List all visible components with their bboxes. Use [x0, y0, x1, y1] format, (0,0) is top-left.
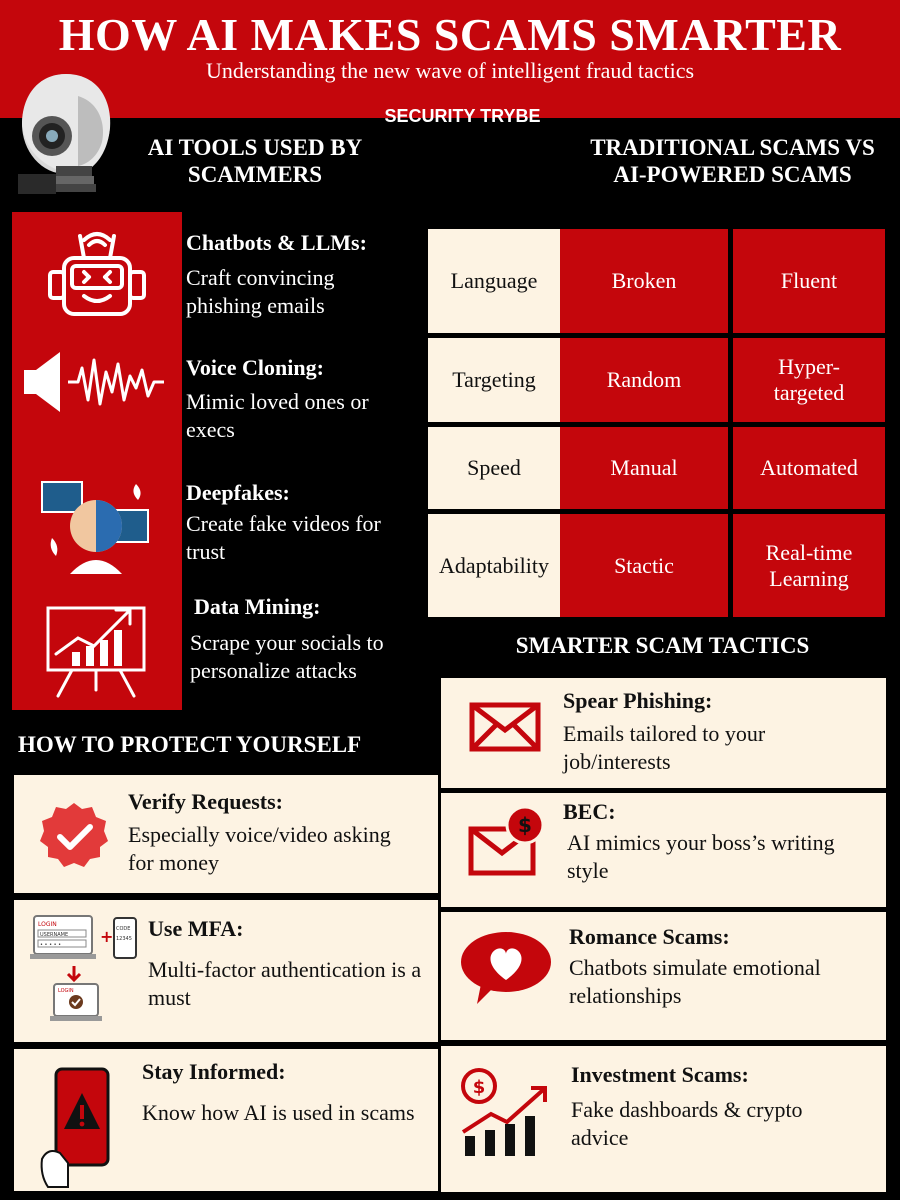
- compare-label-targeting: Targeting: [428, 338, 560, 422]
- tactic-card-romance: [441, 912, 886, 1040]
- protect-title-informed: Stay Informed:: [142, 1059, 286, 1084]
- brand-label: SECURITY TRYBE: [384, 106, 541, 126]
- check-badge-icon: [38, 801, 110, 873]
- comparison-heading: TRADITIONAL SCAMS VS AI-POWERED SCAMS: [590, 135, 875, 187]
- compare-ai-speed: Automated: [733, 427, 885, 509]
- compare-traditional-targeting: Random: [560, 338, 728, 422]
- tactic-desc-bec: AI mimics your boss’s writing style: [567, 830, 835, 883]
- protect-card-mfa: [14, 900, 438, 1042]
- tactic-desc-investment: Fake dashboards & crypto advice: [571, 1097, 803, 1150]
- mfa-username-label: USERNAME: [40, 932, 69, 938]
- compare-traditional-language: Broken: [560, 229, 728, 333]
- protect-title-verify: Verify Requests:: [128, 789, 283, 814]
- compare-traditional-adaptability: Stactic: [560, 514, 728, 617]
- speaker-wave-icon: [12, 342, 182, 422]
- compare-ai-adaptability: Real-time Learning: [733, 514, 885, 617]
- tool-desc-deepfakes: Create fake videos for trust: [186, 511, 381, 564]
- svg-text:$: $: [472, 1077, 486, 1098]
- protect-card-informed: [14, 1049, 438, 1191]
- mfa-code-label: CODE: [116, 926, 131, 932]
- mfa-code-value: 12345: [116, 936, 132, 942]
- tactic-title-investment: Investment Scams:: [571, 1062, 749, 1087]
- protect-title-mfa: Use MFA:: [148, 916, 244, 941]
- svg-text:• • • • •: • • • • •: [40, 942, 62, 948]
- svg-text:$: $: [518, 813, 532, 837]
- compare-label-speed: Speed: [428, 427, 560, 509]
- tool-desc-datamining: Scrape your socials to personalize attacks: [190, 630, 384, 683]
- phone-warning-icon: [38, 1063, 118, 1189]
- tactic-card-investment: [441, 1046, 886, 1192]
- protect-heading: HOW TO PROTECT YOURSELF: [18, 732, 362, 757]
- svg-text:LOGIN: LOGIN: [58, 988, 74, 994]
- page-subtitle: Understanding the new wave of intelligent fraud tactics: [205, 58, 695, 83]
- robot-head-icon: [8, 66, 120, 198]
- protect-desc-verify: Especially voice/video asking for money: [128, 822, 391, 875]
- tool-title-voice: Voice Cloning:: [186, 355, 324, 380]
- compare-traditional-speed: Manual: [560, 427, 728, 509]
- robot-icon: [12, 222, 182, 332]
- mfa-login-icon: [28, 912, 140, 1026]
- page-title: HOW AI MAKES SCAMS SMARTER: [58, 9, 842, 60]
- growth-chart-icon: [455, 1066, 551, 1158]
- tactic-title-romance: Romance Scams:: [569, 924, 730, 949]
- envelope-dollar-icon: [467, 805, 547, 879]
- tactic-card-spear-phishing: [441, 678, 886, 788]
- tool-desc-voice: Mimic loved ones or execs: [186, 389, 369, 442]
- tool-title-datamining: Data Mining:: [194, 594, 321, 619]
- compare-label-language: Language: [428, 229, 560, 333]
- protect-card-verify: [14, 775, 438, 893]
- tools-heading: AI TOOLS USED BY SCAMMERS: [147, 135, 363, 187]
- chart-board-icon: [12, 594, 182, 698]
- tactic-title-spear: Spear Phishing:: [563, 688, 713, 713]
- deepfake-face-icon: [12, 478, 182, 574]
- protect-desc-mfa: Multi-factor authentication is a must: [148, 957, 422, 1010]
- mfa-login-label: LOGIN: [38, 921, 57, 928]
- compare-label-adaptability: Adaptability: [428, 514, 560, 617]
- tactic-card-bec: [441, 793, 886, 907]
- tactics-heading: SMARTER SCAM TACTICS: [515, 633, 810, 658]
- tactic-title-bec: BEC:: [563, 799, 616, 824]
- protect-desc-informed: Know how AI is used in scams: [142, 1100, 415, 1125]
- compare-ai-targeting: Hyper-targeted: [733, 338, 885, 422]
- svg-text:+: +: [100, 927, 114, 946]
- tactic-desc-spear: Emails tailored to your job/interests: [563, 721, 766, 774]
- tool-title-chatbots: Chatbots & LLMs:: [186, 230, 367, 255]
- envelope-icon: [469, 702, 541, 752]
- heart-bubble-icon: [459, 930, 553, 1006]
- tactic-desc-romance: Chatbots simulate emotional relationships: [569, 955, 821, 1008]
- tool-desc-chatbots: Craft convincing phishing emails: [186, 265, 335, 318]
- compare-ai-language: Fluent: [733, 229, 885, 333]
- tool-title-deepfakes: Deepfakes:: [186, 480, 290, 505]
